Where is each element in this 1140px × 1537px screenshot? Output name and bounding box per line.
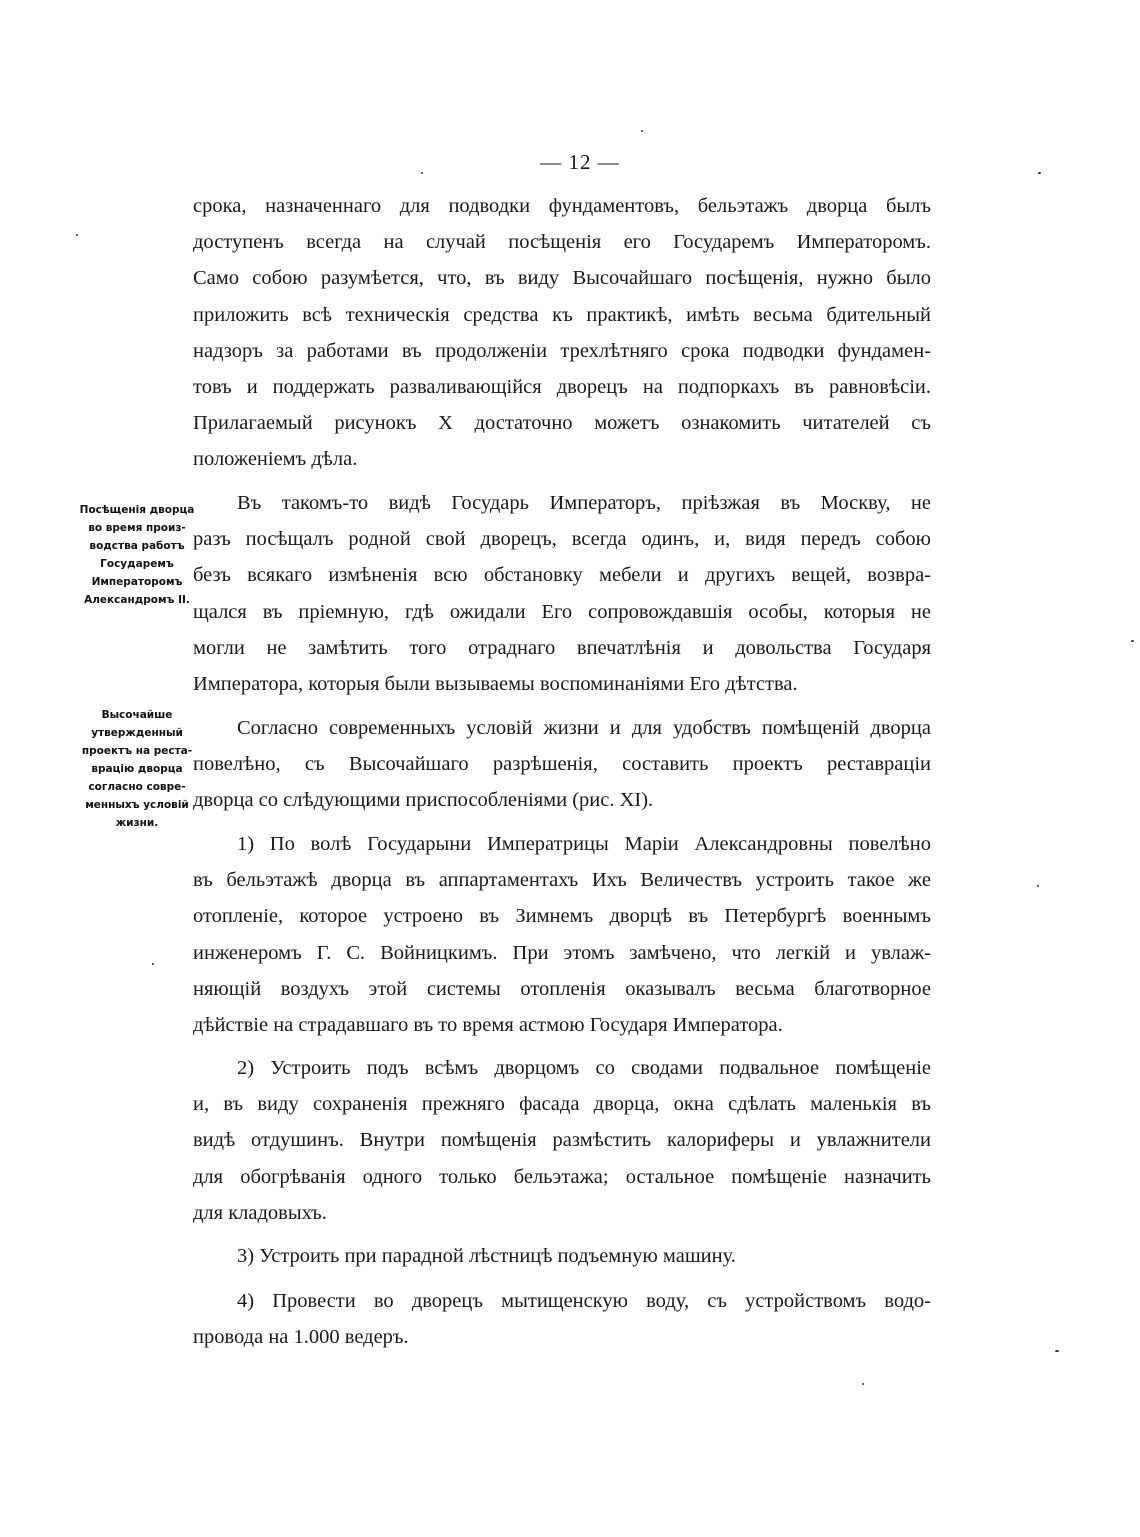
paragraph-1 [193, 188, 931, 478]
text-line: положеніемъ дѣла. [193, 448, 358, 471]
text-line: 4) Провести во дворецъ мытищенскую воду, съ устройствомъ водо- [237, 1290, 931, 1312]
paragraph-2 [193, 485, 931, 702]
margin-note-line: утвержденный [91, 727, 183, 739]
paragraph-item-2 [193, 1050, 931, 1231]
paragraph-item-1 [193, 826, 931, 1043]
margin-note-line: согласно совре- [88, 781, 186, 793]
scan-speck [1055, 1350, 1059, 1352]
margin-note-visits [78, 501, 196, 609]
text-line: отопленіе, которое устроено въ Зимнемъ дворцѣ въ Петербургѣ военнымъ [193, 905, 931, 928]
margin-note-line: жизни. [115, 817, 159, 829]
text-line: 3) Устроить при парадной лѣстницѣ подъемную машину. [237, 1245, 736, 1267]
text-line: приложить всѣ техническія средства къ практикѣ, имѣть весьма бдительный [193, 303, 931, 326]
margin-note-restoration-project [78, 706, 196, 832]
scan-speck [1038, 172, 1041, 174]
text-line: дворца со слѣдующими приспособленіями (рис. XI). [193, 789, 654, 812]
text-line: Прилагаемый рисунокъ X достаточно можетъ ознакомить читателей съ [193, 412, 931, 435]
paragraph-3 [193, 710, 931, 819]
margin-note-line: Высочайше [101, 709, 173, 721]
text-line: могли не замѣтить того отраднаго впечатлѣнія и довольства Государя [193, 636, 931, 659]
scan-speck [152, 963, 154, 965]
text-line: Въ такомъ-то видѣ Государь Императоръ, пріѣзжая въ Москву, не [237, 492, 931, 514]
margin-note-line: Александромъ II. [84, 594, 190, 606]
scan-speck [862, 1383, 864, 1385]
scan-speck [421, 172, 423, 174]
text-line: и, въ виду сохраненія прежняго фасада дворца, окна сдѣлать маленькія въ [193, 1093, 931, 1116]
text-line: надзоръ за работами въ продолженіи трехлѣтняго срока подводки фундамен- [193, 339, 931, 362]
margin-note-line: проектъ на реста- [81, 745, 193, 757]
text-line: для кладовыхъ. [193, 1201, 327, 1224]
paragraph-item-4 [193, 1283, 931, 1355]
text-line: провода на 1.000 ведеръ. [193, 1326, 409, 1349]
paragraph-item-3 [193, 1238, 931, 1274]
margin-note-line: Посѣщенія дворца [79, 504, 195, 516]
text-line: для обогрѣванія одного только бельэтажа; остальное помѣщеніе назначить [193, 1165, 931, 1188]
text-line: 1) По волѣ Государыни Императрицы Маріи Александровны повелѣно [237, 833, 931, 855]
margin-note-line: Императоромъ [91, 576, 183, 588]
text-line: безъ всякаго измѣненія всю обстановку мебели и другихъ вещей, возвра- [193, 564, 931, 587]
text-line: Само собою разумѣется, что, въ виду Высочайшаго посѣщенія, нужно было [193, 267, 931, 290]
scan-speck [1037, 885, 1039, 887]
text-line: Согласно современныхъ условій жизни и для удобствъ помѣщеній дворца [237, 717, 931, 739]
text-line: срока, назначеннаго для подводки фундаментовъ, бельэтажъ дворца былъ [193, 195, 931, 217]
text-line: видѣ отдушинъ. Внутри помѣщенія размѣстить калориферы и увлажнители [193, 1129, 931, 1152]
text-line: товъ и поддержать разваливающійся дворецъ на подпоркахъ въ равновѣсіи. [193, 375, 931, 398]
scan-speck [76, 234, 78, 236]
scan-speck [1131, 640, 1134, 642]
text-line: 2) Устроить подъ всѣмъ дворцомъ со сводами подвальное помѣщеніе [237, 1057, 931, 1079]
text-line: няющій воздухъ этой системы отопленія оказывалъ весьма благотворное [193, 977, 931, 1000]
text-line: Императора, которыя были вызываемы воспоминаніями Его дѣтства. [193, 672, 798, 695]
text-line: щался въ пріемную, гдѣ ожидали Его сопровождавшія особы, которыя не [193, 600, 931, 623]
margin-note-line: во время произ- [88, 522, 186, 534]
margin-note-line: менныхъ условій [85, 799, 189, 811]
margin-note-line: врацію дворца [91, 763, 183, 775]
text-line: доступенъ всегда на случай посѣщенія его Государемъ Императоромъ. [193, 231, 931, 254]
margin-note-line: Государемъ [100, 558, 174, 570]
text-line: повелѣно, съ Высочайшаго разрѣшенія, составить проектъ реставраціи [193, 753, 931, 776]
scan-speck [641, 130, 643, 132]
text-line: инженеромъ Г. С. Войницкимъ. При этомъ замѣчено, что легкій и увлаж- [193, 941, 931, 964]
margin-note-line: водства работъ [89, 540, 185, 552]
text-line: дѣйствіе на страдавшаго въ то время астмою Государя Императора. [193, 1013, 783, 1036]
text-line: въ бельэтажѣ дворца въ аппартаментахъ Ихъ Величествъ устроить такое же [193, 869, 931, 892]
page-number: — 12 — [540, 150, 620, 174]
text-line: разъ посѣщалъ родной свой дворецъ, всегда одинъ, и, видя передъ собою [193, 528, 931, 551]
